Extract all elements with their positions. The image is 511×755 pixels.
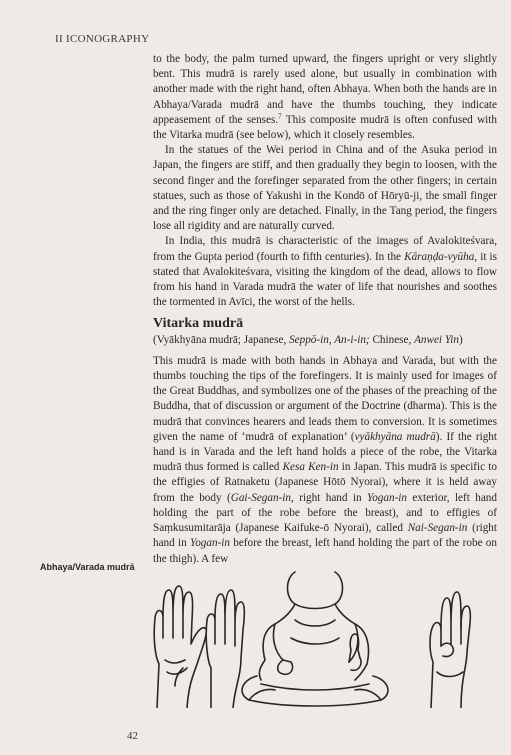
seated-buddha-drawing bbox=[242, 572, 388, 706]
paragraph: This mudrā is made with both hands in Abhaya and Varada, but with the thumbs touching the tips of the forefingers. It is mainly used for images of the Great Buddhas, and symbolizes one of the phases of the preaching of the Buddha, that of discussion or argument of the Doctrine (dharma). This is the mudrā that convinces hearers and leads them to conversion. It is sometimes given the name of ‘mudrā of explanation’ (vyākhyāna mudrā). If the right hand is in Varada and the left hand holds a piece of the robe, the Vitarka mudrā thus formed is called Kesa Ken-in in Japan. This mudrā is specific to the effigies of Ratnaketu (Japanese Hōtō Nyorai), where it is held away from the body (Gai-Segan-in, right hand in Yogan-in exterior, left hand holding the part of the robe before the breast), and to effigies of Saṃkusumitarāja (Japanese Kaifuke-ō Nyorai), called Nai-Segan-in (right hand in Yogan-in before the breast, left hand holding the part of the robe on the thigh). A few bbox=[153, 354, 497, 565]
figure-caption: Abhaya/Varada mudrā bbox=[40, 562, 135, 572]
section-subtitle: (Vyākhyāna mudrā; Japanese, Seppō-in, An-i-in; Chinese, Anwei Yin) bbox=[153, 333, 463, 346]
paragraph: to the body, the palm turned upward, the fingers upright or very slightly bent. This mudrā is rarely used alone, but usually in combination with another made with the right hand, often Abhaya. When both the hands are in Abhaya/Varada mudrā and have the thumbs touching, they indicate appeasement of the senses.$^7$ This composite mudrā is often confused with the Vitarka mudrā (see below), which it closely resembles. bbox=[153, 53, 497, 142]
page-number: 42 bbox=[127, 730, 138, 742]
paragraph: In the statues of the Wei period in China and of the Asuka period in Japan, the fingers are stiff, and then gradually they begin to loosen, with the second finger and the forefinger separated from the other fingers; in certain statues, such as those of Yakushi in the Kondō of Hōryū-ji, the small finger and the ring finger only are detached. Finally, in the Tang period, the fingers lose all rigidity and are naturally curved. bbox=[153, 144, 497, 233]
paragraph: In India, this mudrā is characteristic of the images of Avalokiteśvara, from the Gupta period (fourth to fifth centuries). In the Kāraṇḍa-vyūha, it is stated that Avalokiteśvara, visiting the kingdom of the dead, allows to flow from his hand in Varada mudrā the water of life that nourishes and soothes the tormented in Avīci, the worst of the hells. bbox=[153, 235, 497, 309]
vitarka-hand-drawing bbox=[430, 592, 470, 708]
mudra-illustration bbox=[145, 568, 495, 708]
footnote-ref: 7 bbox=[278, 112, 282, 121]
section-title: Vitarka mudrā bbox=[153, 316, 244, 332]
abhaya-hand-drawing bbox=[206, 590, 244, 708]
varada-hand-drawing bbox=[154, 586, 206, 708]
main-text bbox=[153, 52, 497, 567]
running-head: II ICONOGRAPHY bbox=[55, 33, 150, 45]
